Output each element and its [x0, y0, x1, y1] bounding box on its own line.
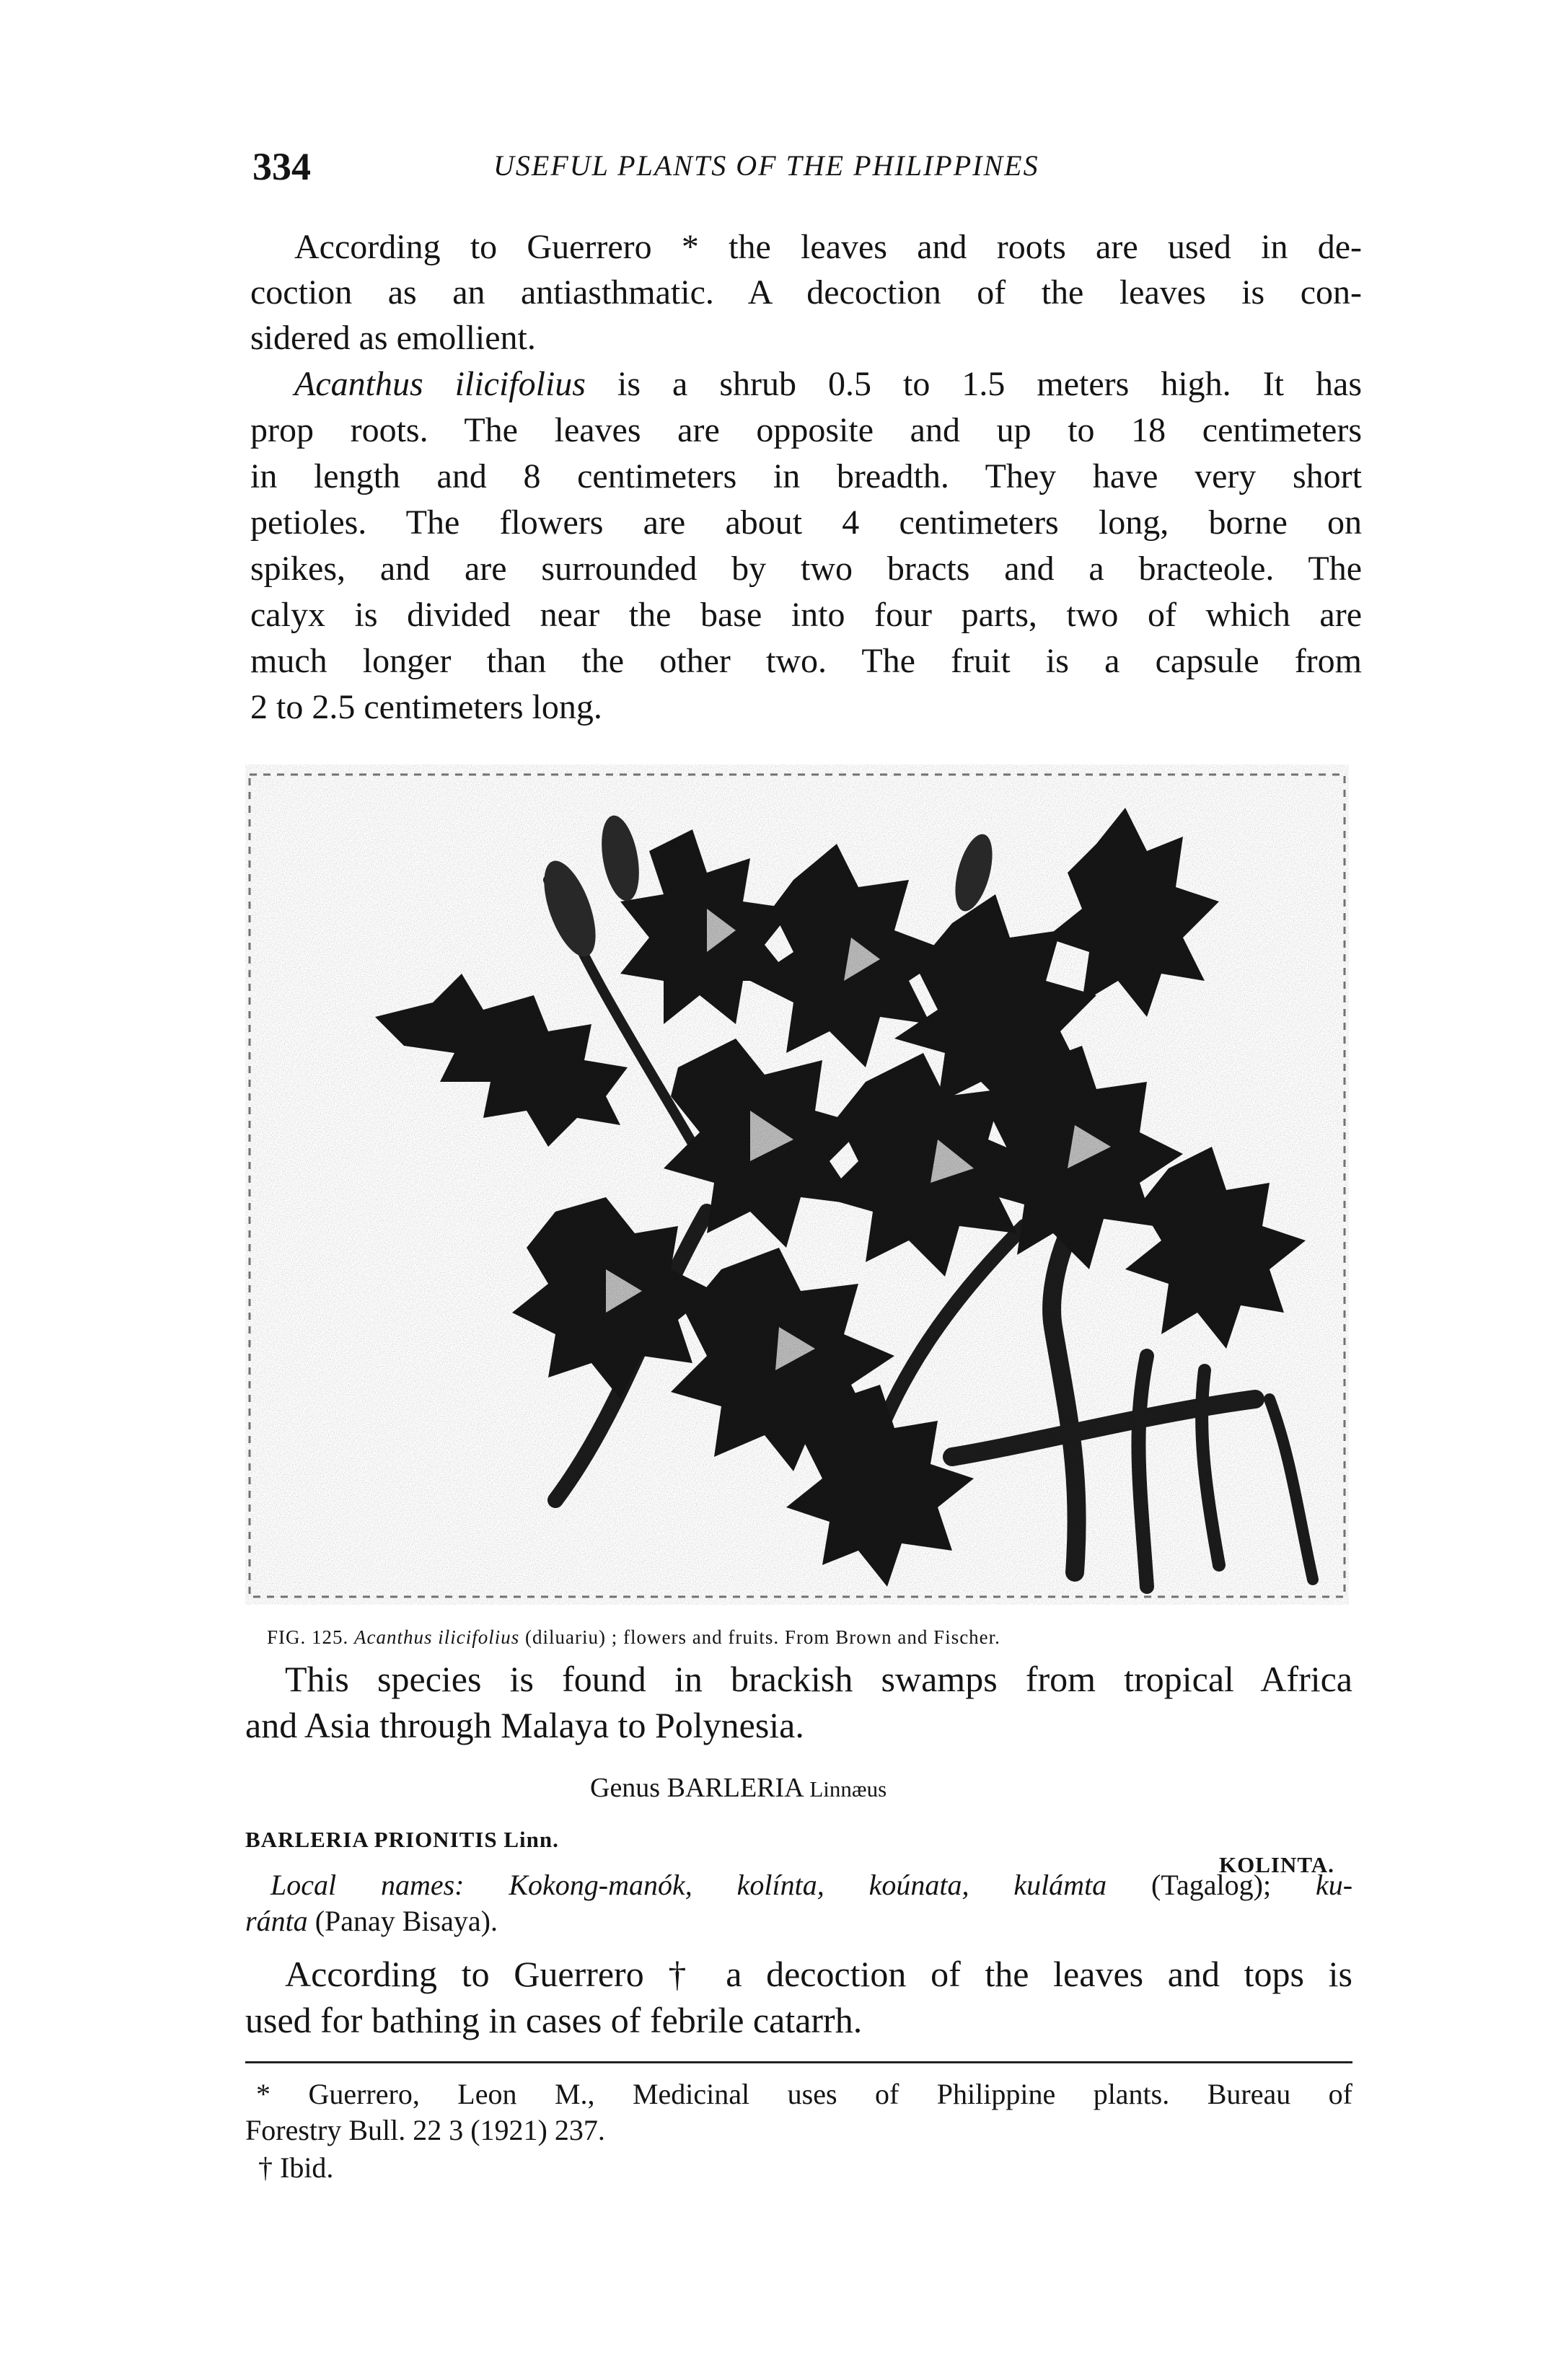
local-names-lang2: (Panay Bisaya).: [307, 1905, 498, 1937]
footnote-1-cont: Forestry Bull. 22 3 (1921) 237.: [245, 2114, 605, 2146]
para2-line4: petioles. The flowers are about 4 centimeters long, borne on: [250, 503, 1362, 542]
local-names-label: Local names:: [270, 1869, 509, 1901]
local-names-bisaya: ránta: [245, 1905, 308, 1937]
running-title: USEFUL PLANTS OF THE PHILIPPINES: [493, 149, 1039, 182]
plant-illustration: [245, 764, 1349, 1605]
para2-line5: spikes, and are surrounded by two bracts and a bracteole. The: [250, 550, 1362, 588]
local-names-cont: ku-: [1315, 1869, 1353, 1901]
figure-caption-text: (diluariu) ; flowers and fruits. From Brown and Fischer.: [519, 1626, 1000, 1648]
local-names-lang1: (Tagalog);: [1107, 1869, 1316, 1901]
para2-line1-text: is a shrub 0.5 to 1.5 meters high. It has: [586, 365, 1363, 403]
local-names-tagalog: Kokong-manók, kolínta, koúnata, kulámta: [509, 1869, 1107, 1901]
genus-author: Linnæus: [804, 1776, 887, 1802]
footnote-2: † Ibid.: [258, 2151, 334, 2184]
para4-line1: According to Guerrero † a decoction of the leaves and tops is: [285, 1954, 1352, 1994]
para2-line6: calyx is divided near the base into four parts, two of which are: [250, 596, 1362, 634]
para3-line1: This species is found in brackish swamps from tropical Africa: [285, 1659, 1352, 1699]
footnote-1: * Guerrero, Leon M., Medicinal uses of Philippine plants. Bureau of: [256, 2078, 1352, 2110]
para2-line2: prop roots. The leaves are opposite and up to 18 centimeters: [250, 411, 1362, 449]
para2-line1: [294, 362, 1362, 407]
page-number: 334: [252, 145, 311, 188]
para2-line7: much longer than the other two. The fruit is a capsule from: [250, 642, 1362, 680]
para3-line2: and Asia through Malaya to Polynesia.: [245, 1705, 804, 1745]
para1-line1: According to Guerrero * the leaves and roots are used in de-: [294, 228, 1362, 266]
para1-line2: coction as an antiasthmatic. A decoction of the leaves is con-: [250, 273, 1362, 312]
para4-line2: used for bathing in cases of febrile catarrh.: [245, 2000, 863, 2040]
para2-line8: 2 to 2.5 centimeters long.: [250, 688, 602, 726]
species-name: Acanthus ilicifolius: [294, 365, 586, 403]
local-names-line2: [245, 1899, 498, 1944]
figure-species: Acanthus ilicifolius: [354, 1626, 520, 1648]
figure-label: FIG. 125.: [267, 1626, 349, 1648]
footnote-rule: [245, 2061, 1352, 2063]
common-name: KOLINTA.: [1219, 1852, 1334, 1877]
para2-line3: in length and 8 centimeters in breadth. They have very short: [250, 457, 1362, 495]
genus-heading: [590, 1766, 887, 1812]
para1-line3: sidered as emollient.: [250, 319, 536, 357]
species-heading: BARLERIA PRIONITIS Linn.: [245, 1827, 559, 1852]
genus-name: Genus BARLERIA: [590, 1773, 804, 1803]
figure-caption: [267, 1626, 1313, 1649]
